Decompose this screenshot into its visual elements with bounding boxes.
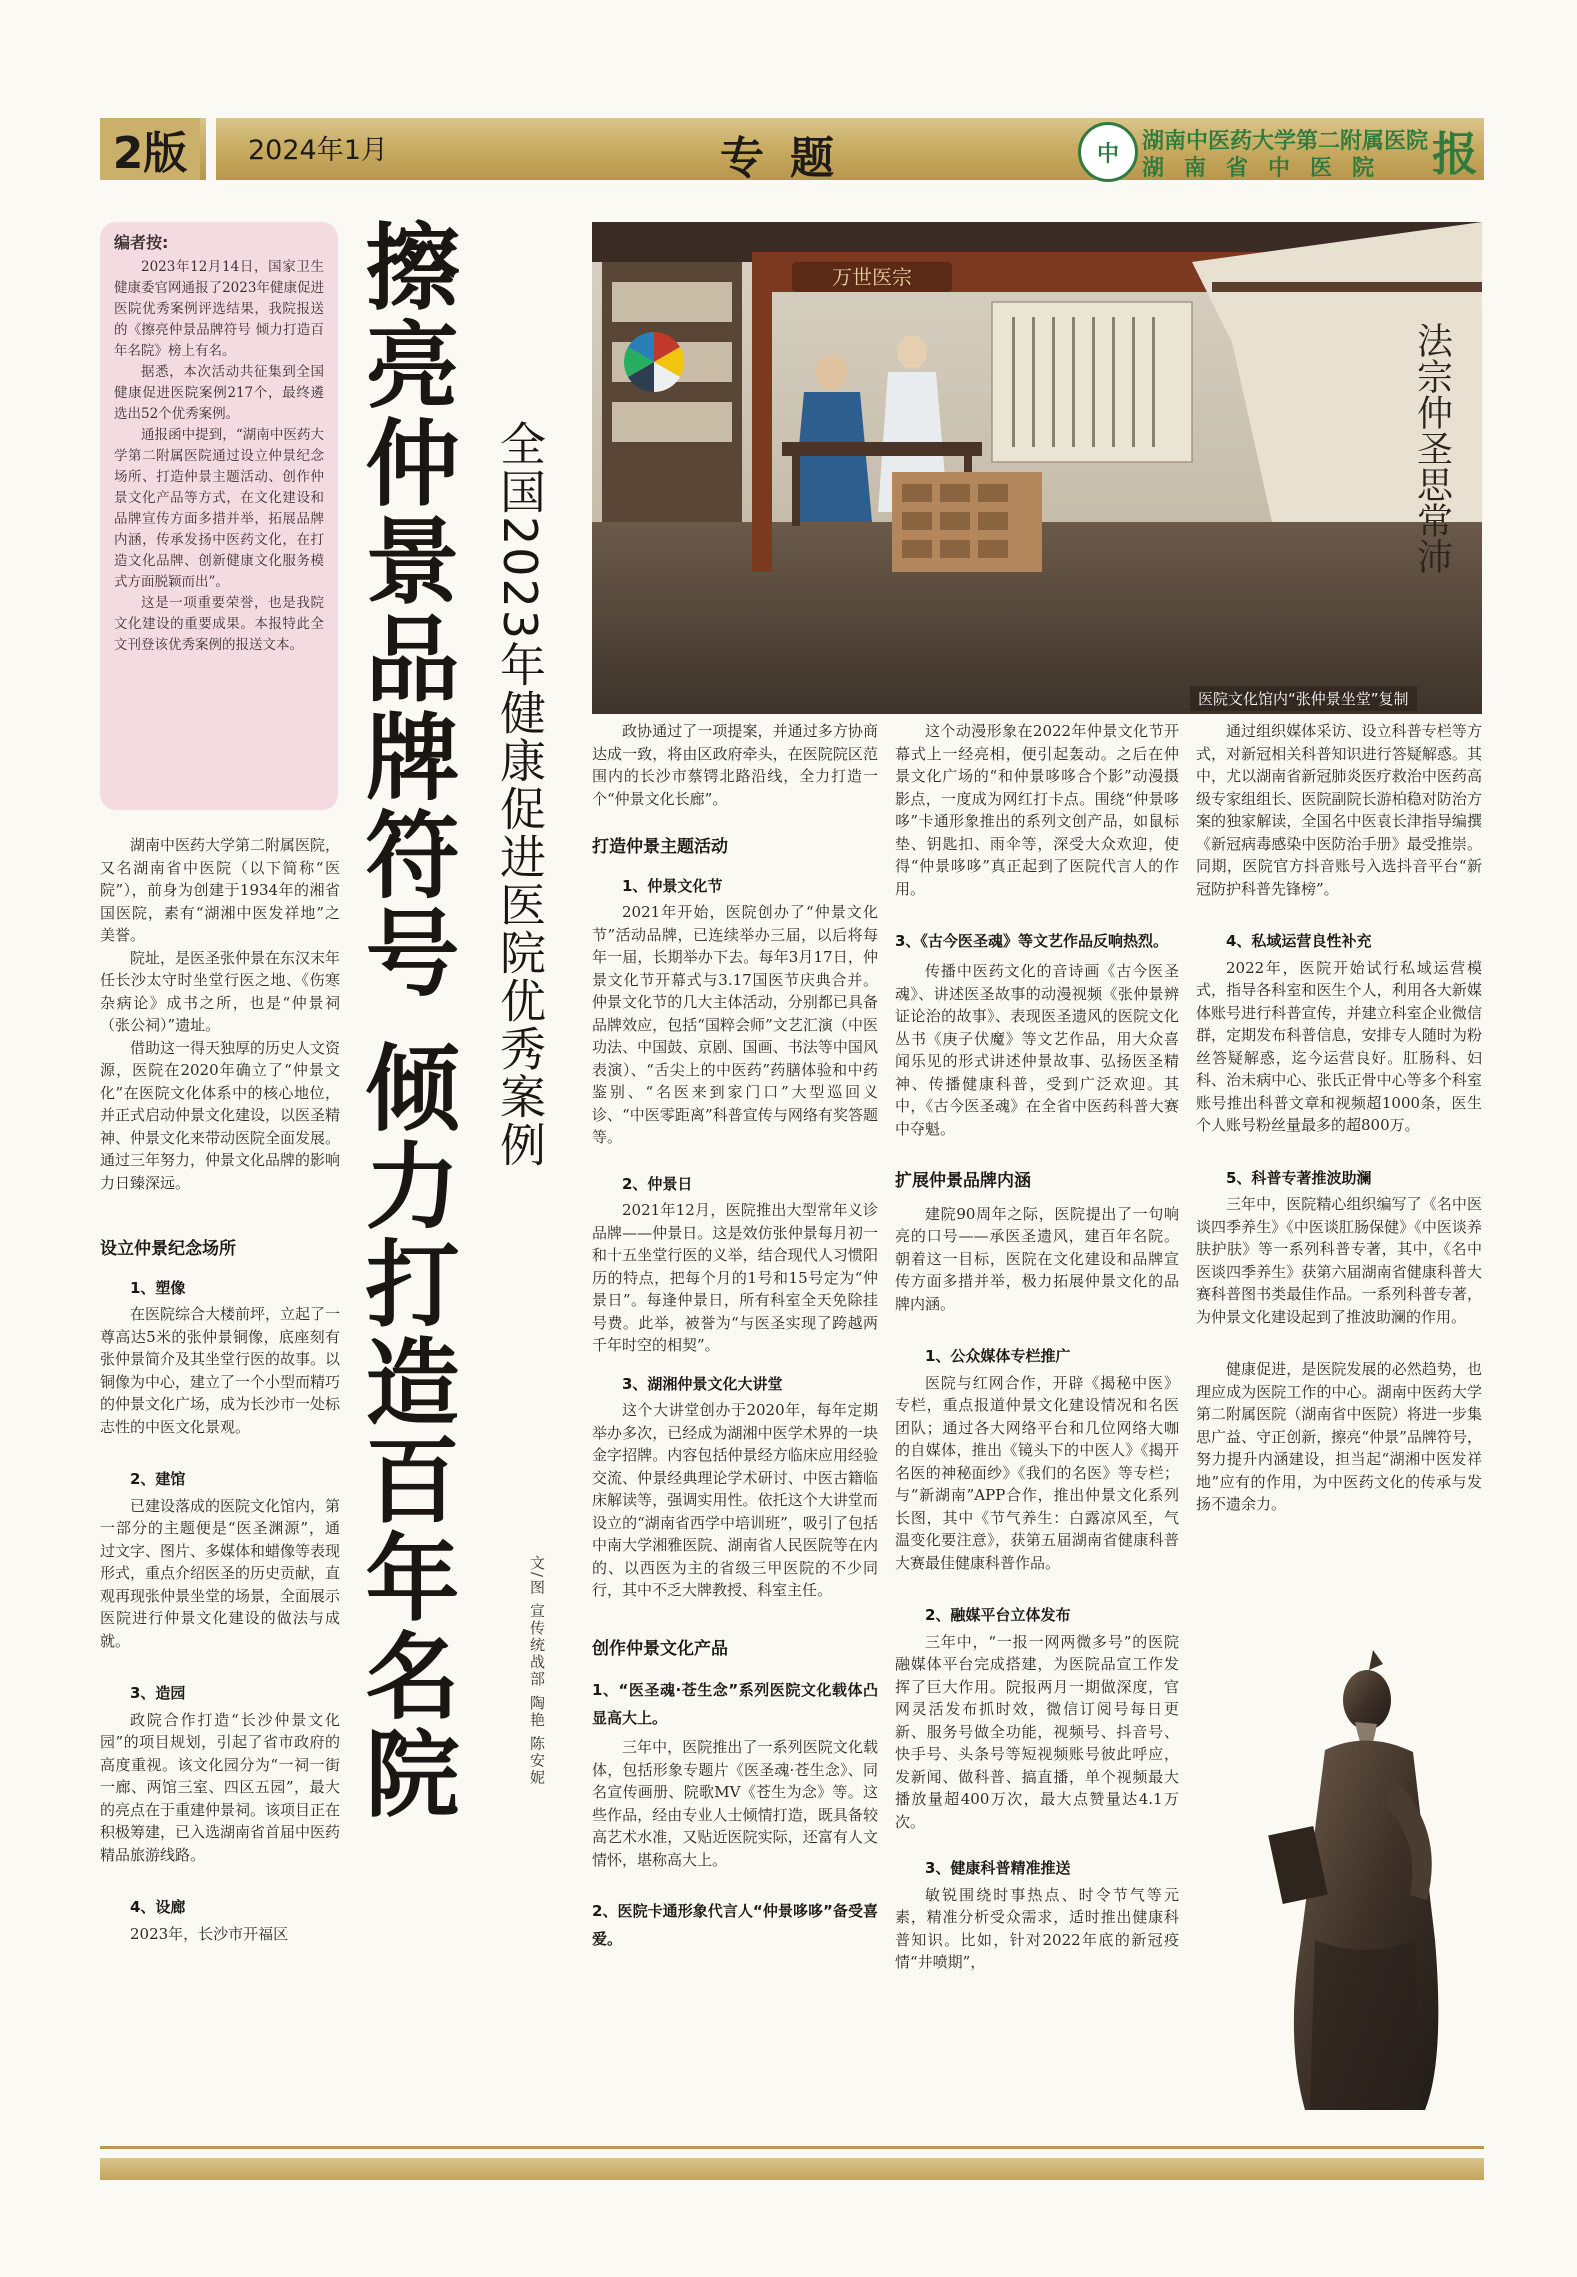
paragraph: 敏锐围绕时事热点、时令节气等元素，精准分析受众需求，适时推出健康科普知识。比如，针对2022年底的新冠疫情“井喷期”，: [895, 1885, 1179, 1971]
paragraph: 湖南中医药大学第二附属医院，又名湖南省中医院（以下简称“医院”），前身为创建于1934年的湘省国医院，素有“湖湘中医发祥地”之美誉。: [100, 836, 341, 944]
paragraph: 传播中医药文化的音诗画《古今医圣魂》、讲述医圣故事的动漫视频《张仲景辨证论治的故事》、表现医圣遗风的医院文化丛书《庚子伏魔》等文艺作品，用大众喜闻乐见的形式讲述仲景故事、弘扬医圣精神、传播健康科普，受到广泛欢迎。其中，《古今医圣魂》在全省中医药科普大赛中夺魁。: [895, 962, 1179, 1138]
footer-rule: [100, 2146, 1484, 2149]
section-heading: 扩展仲景品牌内涵: [895, 1171, 1031, 1191]
editor-note: [100, 222, 338, 810]
museum-scene-illustration: [592, 222, 1482, 714]
paragraph: 三年中，医院推出了一系列医院文化载体，包括形象专题片《医圣魂·苍生念》、同名宣传画册、院歌MV《苍生为念》等。这些作品，经由专业人士倾情打造，既具备较高艺术水准，又贴近医院实际，还富有人文情怀，堪称高大上。: [592, 1738, 878, 1869]
subheading: 1、公众媒体专栏推广: [925, 1347, 1071, 1365]
subheading: 4、设廊: [130, 1898, 186, 1916]
subheading: 1、仲景文化节: [622, 876, 723, 895]
issue-date: 2024年1月: [248, 135, 388, 166]
paragraph: 健康促进，是医院发展的必然趋势，也理应成为医院工作的中心。湖南中医药大学第二附属医院（湖南省中医院）将进一步集思广益、守正创新，擦亮“仲景”品牌符号，努力提升内涵建设，担当起“湖湘中医发祥地”应有的作用，为中医药文化的传承与发扬不遗余力。: [1196, 1360, 1482, 1513]
subheading: 3、湖湘仲景文化大讲堂: [622, 1374, 783, 1393]
article-column-4: [1196, 720, 1482, 1516]
paragraph: 三年中，医院精心组织编写了《名中医谈四季养生》《中医谈肛肠保健》《中医谈养肤护肤》等一系列科普专著，其中，《名中医谈四季养生》获第六届湖南省健康科普大赛科普图书类最佳作品。一系列科普专著，为仲景文化建设起到了推波助澜的作用。: [1196, 1195, 1482, 1326]
paragraph: 通过组织媒体采访、设立科普专栏等方式，对新冠相关科普知识进行答疑解惑。其中，尤以湖南省新冠肺炎医疗救治中医药高级专家组组长、医院副院长游柏稳对防治方案的独家解读，全国名中医袁长津指导编撰《新冠病毒感染中医防治手册》最受推崇。同期，医院官方抖音账号入选抖音平台“新冠防护科普先锋榜”。: [1196, 722, 1482, 898]
subheadline: 全国2023年健康促进医院优秀案例: [493, 420, 547, 1170]
paragraph: 2023年，长沙市开福区: [130, 1924, 289, 1943]
editor-note-paragraph: 据悉，本次活动共征集到全国健康促进医院案例217个，最终遴选出52个优秀案例。: [114, 364, 324, 422]
paragraph: 这个动漫形象在2022年仲景文化节开幕式上一经亮相，便引起轰动。之后在仲景文化广场的“和仲景哆哆合个影”动漫摄影点，一度成为网红打卡点。围绕“仲景哆哆”卡通形象推出的系列文创产品，如鼠标垫、钥匙扣、雨伞等，深受大众欢迎，使得“仲景哆哆”真正起到了医院代言人的作用。: [895, 722, 1179, 898]
paragraph: 借助这一得天独厚的历史人文资源，医院在2020年确立了“仲景文化”在医院文化体系中的核心地位，并正式启动仲景文化建设，以医圣精神、仲景文化来带动医院全面发展。通过三年努力，仲景文化品牌的影响力日臻深远。: [100, 1038, 341, 1192]
section-heading: 创作仲景文化产品: [592, 1638, 728, 1659]
calligraphy-text: 法宗仲圣思常沛: [1411, 322, 1453, 574]
paragraph: 建院90周年之际，医院提出了一句响亮的口号——承医圣遗风，建百年名院。朝着这一目标，医院在文化建设和品牌宣传方面多措并举，极力拓展仲景文化的品牌内涵。: [895, 1204, 1179, 1313]
subheading: 4、私域运营良性补充: [1226, 932, 1372, 950]
zhang-zhongjing-statue-image: [1245, 1640, 1485, 2120]
hospital-logo-icon: 中: [1078, 122, 1138, 182]
subheading: 3、《古今医圣魂》等文艺作品反响热烈。: [895, 932, 1168, 950]
paragraph: 2022年，医院开始试行私域运营模式，指导各科室和医生个人，利用各大新媒体账号进行科普宣传，并建立科室企业微信群，定期发布科普信息，安排专人随时为粉丝答疑解惑，迄今运营良好。肛肠科、妇科、治未病中心、张氏正骨中心等多个科室账号推出科普文章和视频超1000条，医生个人账号粉丝量最多的超800万。: [1196, 958, 1482, 1134]
paragraph: 2021年12月，医院推出大型常年义诊品牌——仲景日。这是效仿张仲景每月初一和十五坐堂行医的义举，结合现代人习惯阳历的特点，把每个月的1号和15号定为“仲景日”。每逢仲景日，所有科室全天免除挂号费。此举，被誉为“与医圣实现了跨越两千年时空的相契”。: [592, 1201, 878, 1354]
subheading: 2、融媒平台立体发布: [925, 1606, 1071, 1624]
editor-note-title: 编者按:: [114, 233, 169, 252]
issue-number: 2版: [112, 128, 188, 179]
subheading: 5、科普专著推波助澜: [1226, 1168, 1372, 1187]
photo-caption: 医院文化馆内“张仲景坐堂”复制: [1190, 686, 1417, 711]
paragraph: 院址，是医圣张仲景在东汉末年任长沙太守时坐堂行医之地、《伤寒杂病论》成书之所，也是“仲景祠（张公祠）”遗址。: [100, 948, 341, 1034]
section-title: 专题: [720, 133, 860, 184]
issue-box: [100, 118, 200, 180]
footer-bar: [100, 2158, 1484, 2180]
editor-note-paragraph: 通报函中提到，“湖南中医药大学第二附属医院通过设立仲景纪念场所、打造仲景主题活动、创作仲景文化产品等方式，在文化建设和品牌宣传方面多措并举，拓展品牌内涵，传承发扬中医药文化，在打造文化品牌、创新健康文化服务模式方面脱颖而出”。: [114, 427, 324, 590]
subheading: 1、塑像: [130, 1278, 186, 1297]
section-heading: 设立仲景纪念场所: [100, 1239, 236, 1259]
paragraph: 2021年开始，医院创办了“仲景文化节”活动品牌，已连续举办三届，以后将每年一届，长期举办下去。每年3月17日，仲景文化节开幕式与3.17国医节庆典合并。仲景文化节的几大主体活动，分别都已具备品牌效应，包括“国粹会师”文艺汇演（中医功法、中国鼓、京剧、国画、书法等中国风表演）、“舌尖上的中医药”药膳体验和中药鉴别、“名医来到家门口”大型巡回义诊、“中医零距离”科普宣传与网络有奖答题等。: [592, 903, 878, 1146]
article-column-3: [895, 720, 1179, 1974]
paragraph: 三年中，“一报一网两微多号”的医院融媒体平台完成搭建，为医院品宣工作发挥了巨大作用。院报两月一期做深度，官网灵活发布抓时效，微信订阅号每日更新、服务号做全功能，视频号、抖音号、快手号、头条号等短视频账号彼此呼应，发新闻、做科普、搞直播，单个视频最大播放量超400万次，最大点赞量达4.1万次。: [895, 1632, 1179, 1831]
subheading: 3、健康科普精准推送: [925, 1859, 1071, 1877]
editor-note-paragraph: 2023年12月14日，国家卫生健康委官网通报了2023年健康促进医院优秀案例评选结果，我院报送的《擦亮仲景品牌符号 倾力打造百年名院》榜上有名。: [114, 259, 324, 359]
subheading: 2、建馆: [130, 1470, 186, 1488]
hospital-name-secondary: 湖南省中医院: [1142, 156, 1395, 181]
paragraph: 这个大讲堂创办于2020年，每年定期举办多次，已经成为湖湘中医学术界的一块金字招牌。内容包括仲景经方临床应用经验交流、仲景经典理论学术研讨、中医古籍临床解读等，强调实用性。依托这个大讲堂而设立的“湖南省西学中培训班”，吸引了包括中南大学湘雅医院、湖南省人民医院等在内的、以西医为主的省级三甲医院的不少同行，其中不乏大牌教授、科室主任。: [592, 1401, 878, 1599]
subheading: 2、仲景日: [622, 1174, 693, 1193]
subheading: 3、造园: [130, 1684, 186, 1702]
article-column-1: [100, 834, 340, 1945]
paragraph: 在医院综合大楼前坪，立起了一尊高达5米的张仲景铜像，底座刻有张仲景简介及其坐堂行医的故事。以铜像为中心，建立了一个小型而精巧的仲景文化广场，成为长沙市一处标志性的中医文化景观。: [100, 1305, 341, 1436]
headline: 擦亮仲景品牌符号 倾力打造百年名院: [349, 218, 458, 1823]
plaque-text: 万世医宗: [832, 265, 912, 289]
article-column-2: [592, 720, 878, 1957]
subheading: 2、医院卡通形象代言人“仲景哆哆”备受喜爱。: [592, 1902, 878, 1948]
section-heading: 打造仲景主题活动: [592, 837, 728, 857]
hospital-name: 湖南中医药大学第二附属医院: [1142, 129, 1429, 154]
subheading: 1、“医圣魂·苍生念”系列医院文化载体凸显高大上。: [592, 1681, 878, 1727]
editor-note-paragraph: 这是一项重要荣誉，也是我院文化建设的重要成果。本报特此全文刊登该优秀案例的报送文本。: [114, 595, 324, 653]
paragraph: 医院与红网合作，开辟《揭秘中医》专栏，重点报道仲景文化建设情况和名医团队；通过各大网络平台和几位网络大咖的自媒体，推出《镜头下的中医人》《揭开名医的神秘面纱》《我们的名医》等专栏；与“新湖南”APP合作，推出仲景文化系列长图，其中《节气养生：白露凉风至，气温变化要注意》，获第五届湖南省健康科普大赛最佳健康科普作品。: [895, 1373, 1179, 1572]
museum-photo: [592, 222, 1482, 714]
paragraph: 政协通过了一项提案，并通过多方协商达成一致，将由区政府牵头，在医院院区范围内的长沙市蔡锷北路沿线，全力打造一个“仲景文化长廊”。: [592, 722, 878, 808]
paragraph: 政院合作打造“长沙仲景文化园”的项目规划，引起了省市政府的高度重视。该文化园分为“一祠一街一廊、两馆三室、四区五园”，最大的亮点在于重建仲景祠。该项目正在积极筹建，已入选湖南省首届中医药精品旅游线路。: [100, 1710, 341, 1864]
issue-separator: [206, 118, 216, 180]
newspaper-mark: 报: [1432, 127, 1478, 181]
byline: 文/图 宣传统战部 陶艳 陈安妮: [528, 1555, 546, 1787]
paragraph: 已建设落成的医院文化馆内，第一部分的主题便是“医圣渊源”，通过文字、图片、多媒体和蜡像等表现形式，重点介绍医圣的历史贡献，直观再现张仲景坐堂的场景，全面展示医院进行仲景文化建设的做法与成就。: [100, 1496, 341, 1650]
